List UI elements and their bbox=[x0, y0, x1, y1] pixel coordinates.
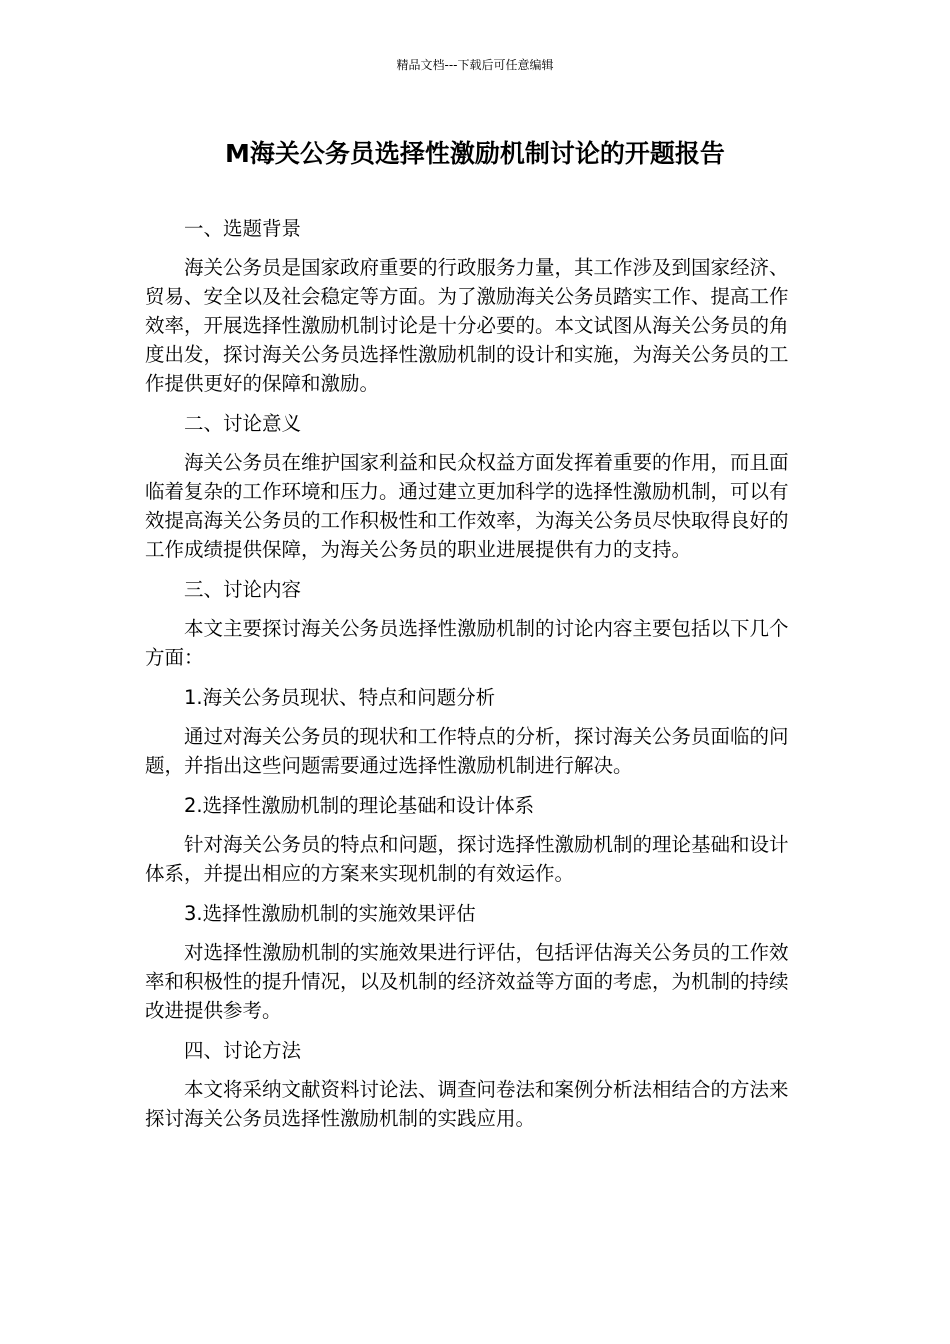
section-heading-method: 四、讨论方法 bbox=[184, 1039, 302, 1062]
page-header: 精品文档---下载后可任意编辑 bbox=[396, 58, 554, 72]
section-heading-background: 一、选题背景 bbox=[184, 217, 302, 240]
paragraph-content-intro: 本文主要探讨海关公务员选择性激励机制的讨论内容主要包括以下几个方面： bbox=[145, 617, 789, 669]
paragraph-method: 本文将采纳文献资料讨论法、调查问卷法和案例分析法相结合的方法来探讨海关公务员选择性激励机制的实践应用。 bbox=[145, 1078, 789, 1130]
paragraph-status-analysis: 通过对海关公务员的现状和工作特点的分析，探讨海关公务员面临的问题，并指出这些问题需要通过选择性激励机制进行解决。 bbox=[145, 725, 789, 777]
subheading-effect-evaluation: 3.选择性激励机制的实施效果评估 bbox=[184, 902, 476, 925]
paragraph-significance: 海关公务员在维护国家利益和民众权益方面发挥着重要的作用，而且面临着复杂的工作环境和压力。通过建立更加科学的选择性激励机制，可以有效提高海关公务员的工作积极性和工作效率，为海关公务员尽快取得良好的工作成绩提供保障，为海关公务员的职业进展提供有力的支持。 bbox=[145, 451, 789, 561]
section-heading-content: 三、讨论内容 bbox=[184, 578, 302, 601]
section-heading-significance: 二、讨论意义 bbox=[184, 412, 302, 435]
subheading-status-analysis: 1.海关公务员现状、特点和问题分析 bbox=[184, 686, 496, 709]
subheading-theory-design: 2.选择性激励机制的理论基础和设计体系 bbox=[184, 794, 535, 817]
paragraph-effect-evaluation: 对选择性激励机制的实施效果进行评估，包括评估海关公务员的工作效率和积极性的提升情况，以及机制的经济效益等方面的考虑，为机制的持续改进提供参考。 bbox=[145, 941, 789, 1022]
document-title: M海关公务员选择性激励机制讨论的开题报告 bbox=[225, 139, 725, 168]
paragraph-background: 海关公务员是国家政府重要的行政服务力量，其工作涉及到国家经济、贸易、安全以及社会稳定等方面。为了激励海关公务员踏实工作、提高工作效率，开展选择性激励机制讨论是十分必要的。本文试图从海关公务员的角度出发，探讨海关公务员选择性激励机制的设计和实施，为海关公务员的工作提供更好的保障和激励。 bbox=[145, 256, 789, 395]
paragraph-theory-design: 针对海关公务员的特点和问题，探讨选择性激励机制的理论基础和设计体系，并提出相应的方案来实现机制的有效运作。 bbox=[145, 833, 789, 885]
document-body bbox=[145, 214, 805, 1144]
